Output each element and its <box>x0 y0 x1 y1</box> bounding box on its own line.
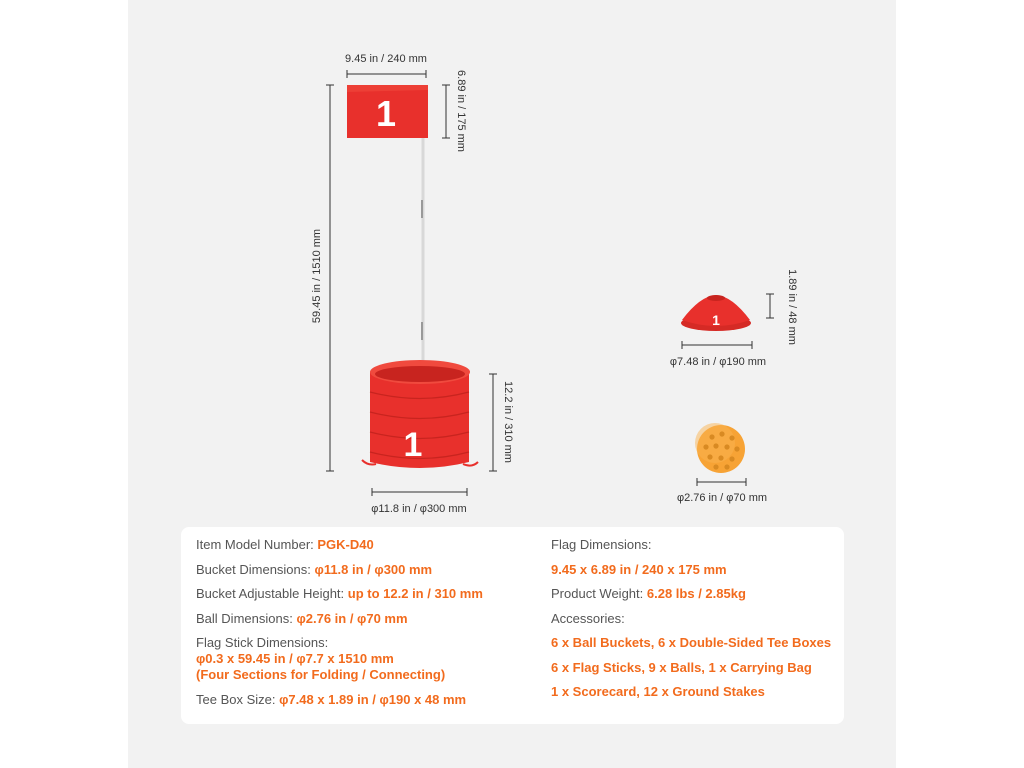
accessory-item <box>551 660 841 676</box>
spec-ball-dimensions <box>196 611 536 627</box>
spec-flagstick-note: (Four Sections for Folding / Connecting) <box>196 667 446 682</box>
tee-box-cone <box>681 295 751 331</box>
flag-width-label: 9.45 in / 240 mm <box>345 53 427 65</box>
tee-height-dimension <box>766 269 798 345</box>
spec-bucket-height-label: Bucket Adjustable Height: <box>196 586 345 601</box>
flag-height-label: 6.89 in / 175 mm <box>455 70 467 152</box>
spec-flag-stick <box>196 635 536 683</box>
spec-bucket-dimensions <box>196 562 536 578</box>
spec-accessories <box>551 611 841 627</box>
spec-flag-dim-label: Flag Dimensions: <box>551 537 652 552</box>
spec-accessories-label: Accessories: <box>551 610 625 626</box>
bucket-height-dimension <box>489 374 514 471</box>
spec-weight-label: Product Weight: <box>551 586 644 601</box>
spec-ball-dim-value: φ2.76 in / φ70 mm <box>296 610 408 626</box>
spec-weight <box>551 586 841 602</box>
spec-teebox-value: φ7.48 x 1.89 in / φ190 x 48 mm <box>279 691 467 707</box>
golf-flag <box>347 85 428 138</box>
bucket-diameter-label: φ11.8 in / φ300 mm <box>371 503 467 515</box>
flag-height-dimension <box>442 70 467 152</box>
specifications-card <box>181 527 844 724</box>
tee-height-label: 1.89 in / 48 mm <box>786 269 798 345</box>
spec-model-value: PGK-D40 <box>317 537 374 552</box>
accessory-item-text: 1 x Scorecard, 12 x Ground Stakes <box>551 684 765 699</box>
stick-length-dimension <box>311 85 334 471</box>
spec-teebox-label: Tee Box Size: <box>196 691 276 707</box>
stick-length-label: 59.45 in / 1510 mm <box>311 228 323 324</box>
specs-left-column <box>196 537 536 716</box>
flag-number: 1 <box>375 93 397 134</box>
flag-stick <box>422 136 423 380</box>
flag-width-dimension <box>345 53 427 78</box>
tee-diameter-dimension <box>670 341 766 368</box>
spec-tee-box <box>196 692 536 708</box>
spec-flag-dim-value: 9.45 x 6.89 in / 240 x 175 mm <box>551 561 727 577</box>
tee-diameter-label: φ7.48 in / φ190 mm <box>669 356 767 368</box>
spec-model-label: Item Model Number: <box>196 537 314 552</box>
spec-weight-value: 6.28 lbs / 2.85kg <box>646 586 746 601</box>
ball-diameter-label: φ2.76 in / φ70 mm <box>676 492 768 504</box>
tee-number: 1 <box>712 312 720 328</box>
ball-bucket <box>362 360 478 468</box>
bucket-height-label: 12.2 in / 310 mm <box>502 381 514 463</box>
spec-flag-dimensions <box>551 537 841 553</box>
spec-flagstick-label: Flag Stick Dimensions: <box>196 635 329 650</box>
spec-bucket-dim-label: Bucket Dimensions: <box>196 561 311 577</box>
bucket-number: 1 <box>403 426 423 464</box>
spec-bucket-dim-value: φ11.8 in / φ300 mm <box>314 561 433 577</box>
spec-model <box>196 537 536 553</box>
practice-ball <box>695 423 745 473</box>
spec-bucket-height <box>196 586 536 602</box>
accessory-item-text: 6 x Flag Sticks, 9 x Balls, 1 x Carrying Bag <box>551 659 812 675</box>
specs-right-column <box>551 537 841 709</box>
spec-ball-dim-label: Ball Dimensions: <box>196 610 293 626</box>
bucket-diameter-dimension <box>371 488 467 515</box>
ball-diameter-dimension <box>677 478 767 504</box>
accessory-item-text: 6 x Ball Buckets, 6 x Double-Sided Tee Boxes <box>551 635 832 650</box>
spec-flag-dim-row <box>551 562 841 578</box>
accessory-item <box>551 635 841 651</box>
spec-bucket-height-value: up to 12.2 in / 310 mm <box>347 586 483 601</box>
spec-flagstick-value: φ0.3 x 59.45 in / φ7.7 x 1510 mm <box>196 651 394 666</box>
accessory-item <box>551 684 841 700</box>
